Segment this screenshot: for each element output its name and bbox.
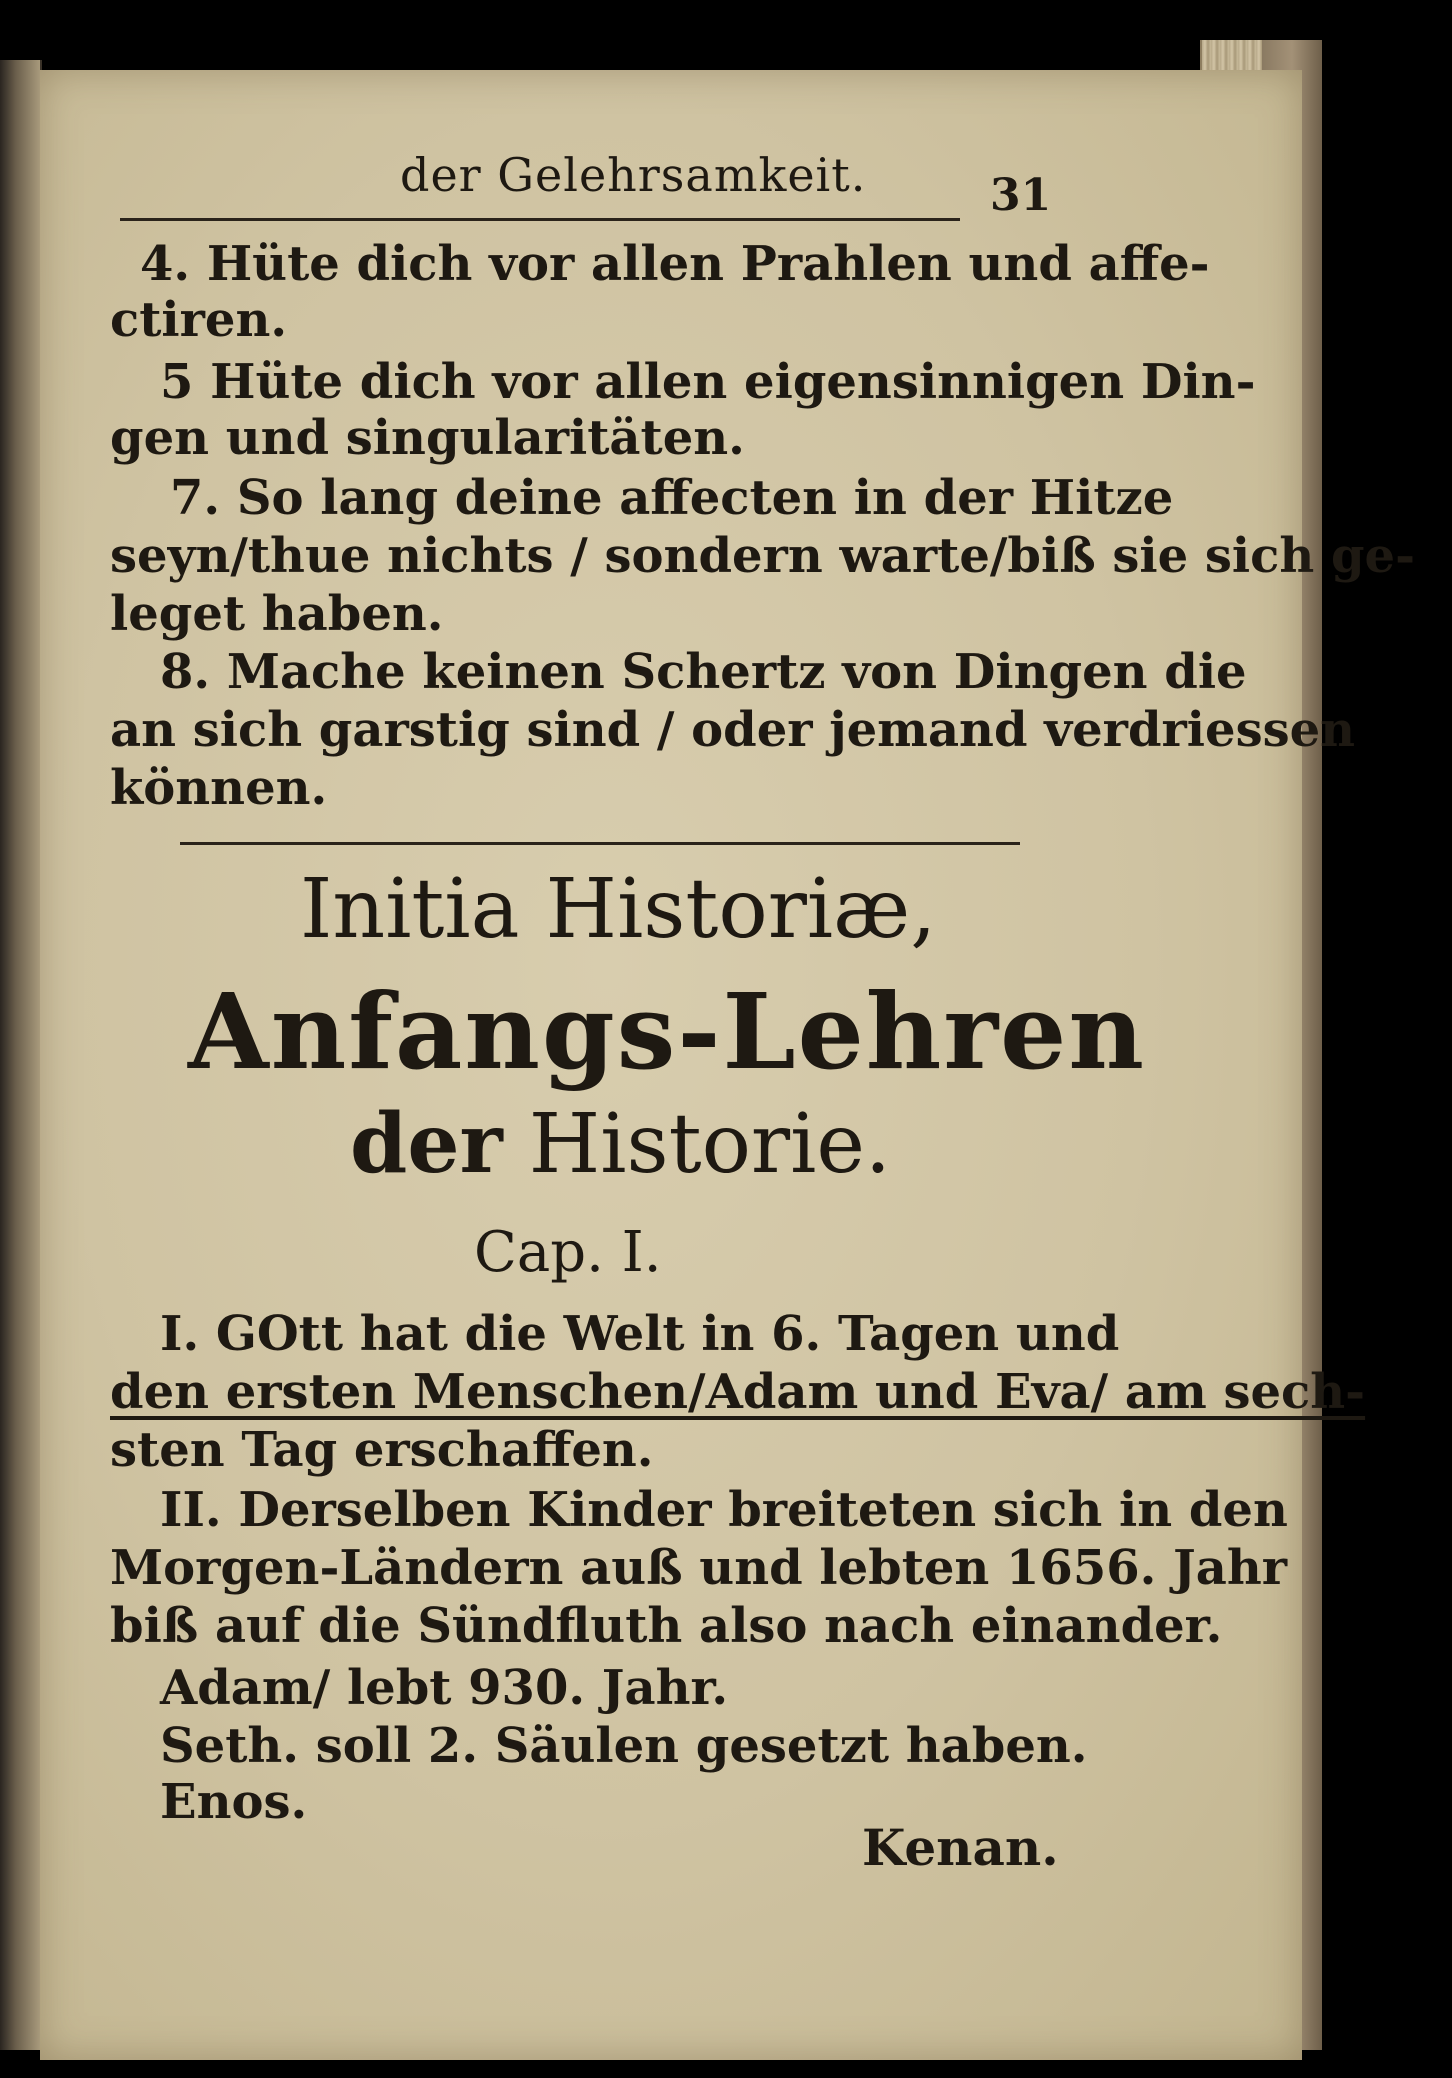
subtitle-historie: Historie. [528, 1097, 891, 1192]
text-line: Adam/ lebt 930. Jahr. [160, 1660, 729, 1716]
text-line: 4. Hüte dich vor allen Prahlen und affe- [140, 236, 1210, 292]
text-line: II. Derselben Kinder breiteten sich in den [160, 1482, 1288, 1538]
text-line: Morgen-Ländern auß und lebten 1656. Jahr [110, 1540, 1288, 1596]
running-head: der Gelehrsamkeit. [400, 148, 867, 202]
text-line: ctiren. [110, 292, 288, 348]
text-line: den ersten Menschen/Adam und Eva/ am sech- [110, 1364, 1366, 1420]
catchword: Kenan. [862, 1818, 1059, 1877]
text-line: 7. So lang deine affecten in der Hitze [170, 470, 1174, 526]
left-page-edge [0, 60, 42, 2050]
text-line: 8. Mache keinen Schertz von Dingen die [160, 644, 1247, 700]
text-line: an sich garstig sind / oder jemand verdriessen [110, 702, 1356, 758]
text-line: können. [110, 760, 328, 816]
chapter-heading: Cap. I. [474, 1220, 662, 1285]
german-section-title: Anfangs-Lehren [188, 970, 1146, 1093]
text-line: 5 Hüte dich vor allen eigensinnigen Din- [160, 354, 1256, 410]
text-line: Seth. soll 2. Säulen gesetzt haben. [160, 1718, 1088, 1774]
section-rule [180, 842, 1020, 845]
text-line: Enos. [160, 1774, 308, 1830]
text-line: biß auf die Sündfluth also nach einander. [110, 1598, 1223, 1654]
text-line: sten Tag erschaffen. [110, 1422, 654, 1478]
text-line: leget haben. [110, 586, 444, 642]
text-line: seyn/thue nichts / sondern warte/biß sie sich ge- [110, 528, 1415, 584]
text-line: I. GOtt hat die Welt in 6. Tagen und [160, 1306, 1120, 1362]
latin-section-title: Initia Historiæ, [300, 862, 937, 957]
header-rule [120, 218, 960, 221]
section-subtitle [350, 1096, 891, 1192]
subtitle-der: der [350, 1096, 503, 1192]
text-line: gen und singularitäten. [110, 410, 745, 466]
page-number: 31 [990, 170, 1052, 221]
